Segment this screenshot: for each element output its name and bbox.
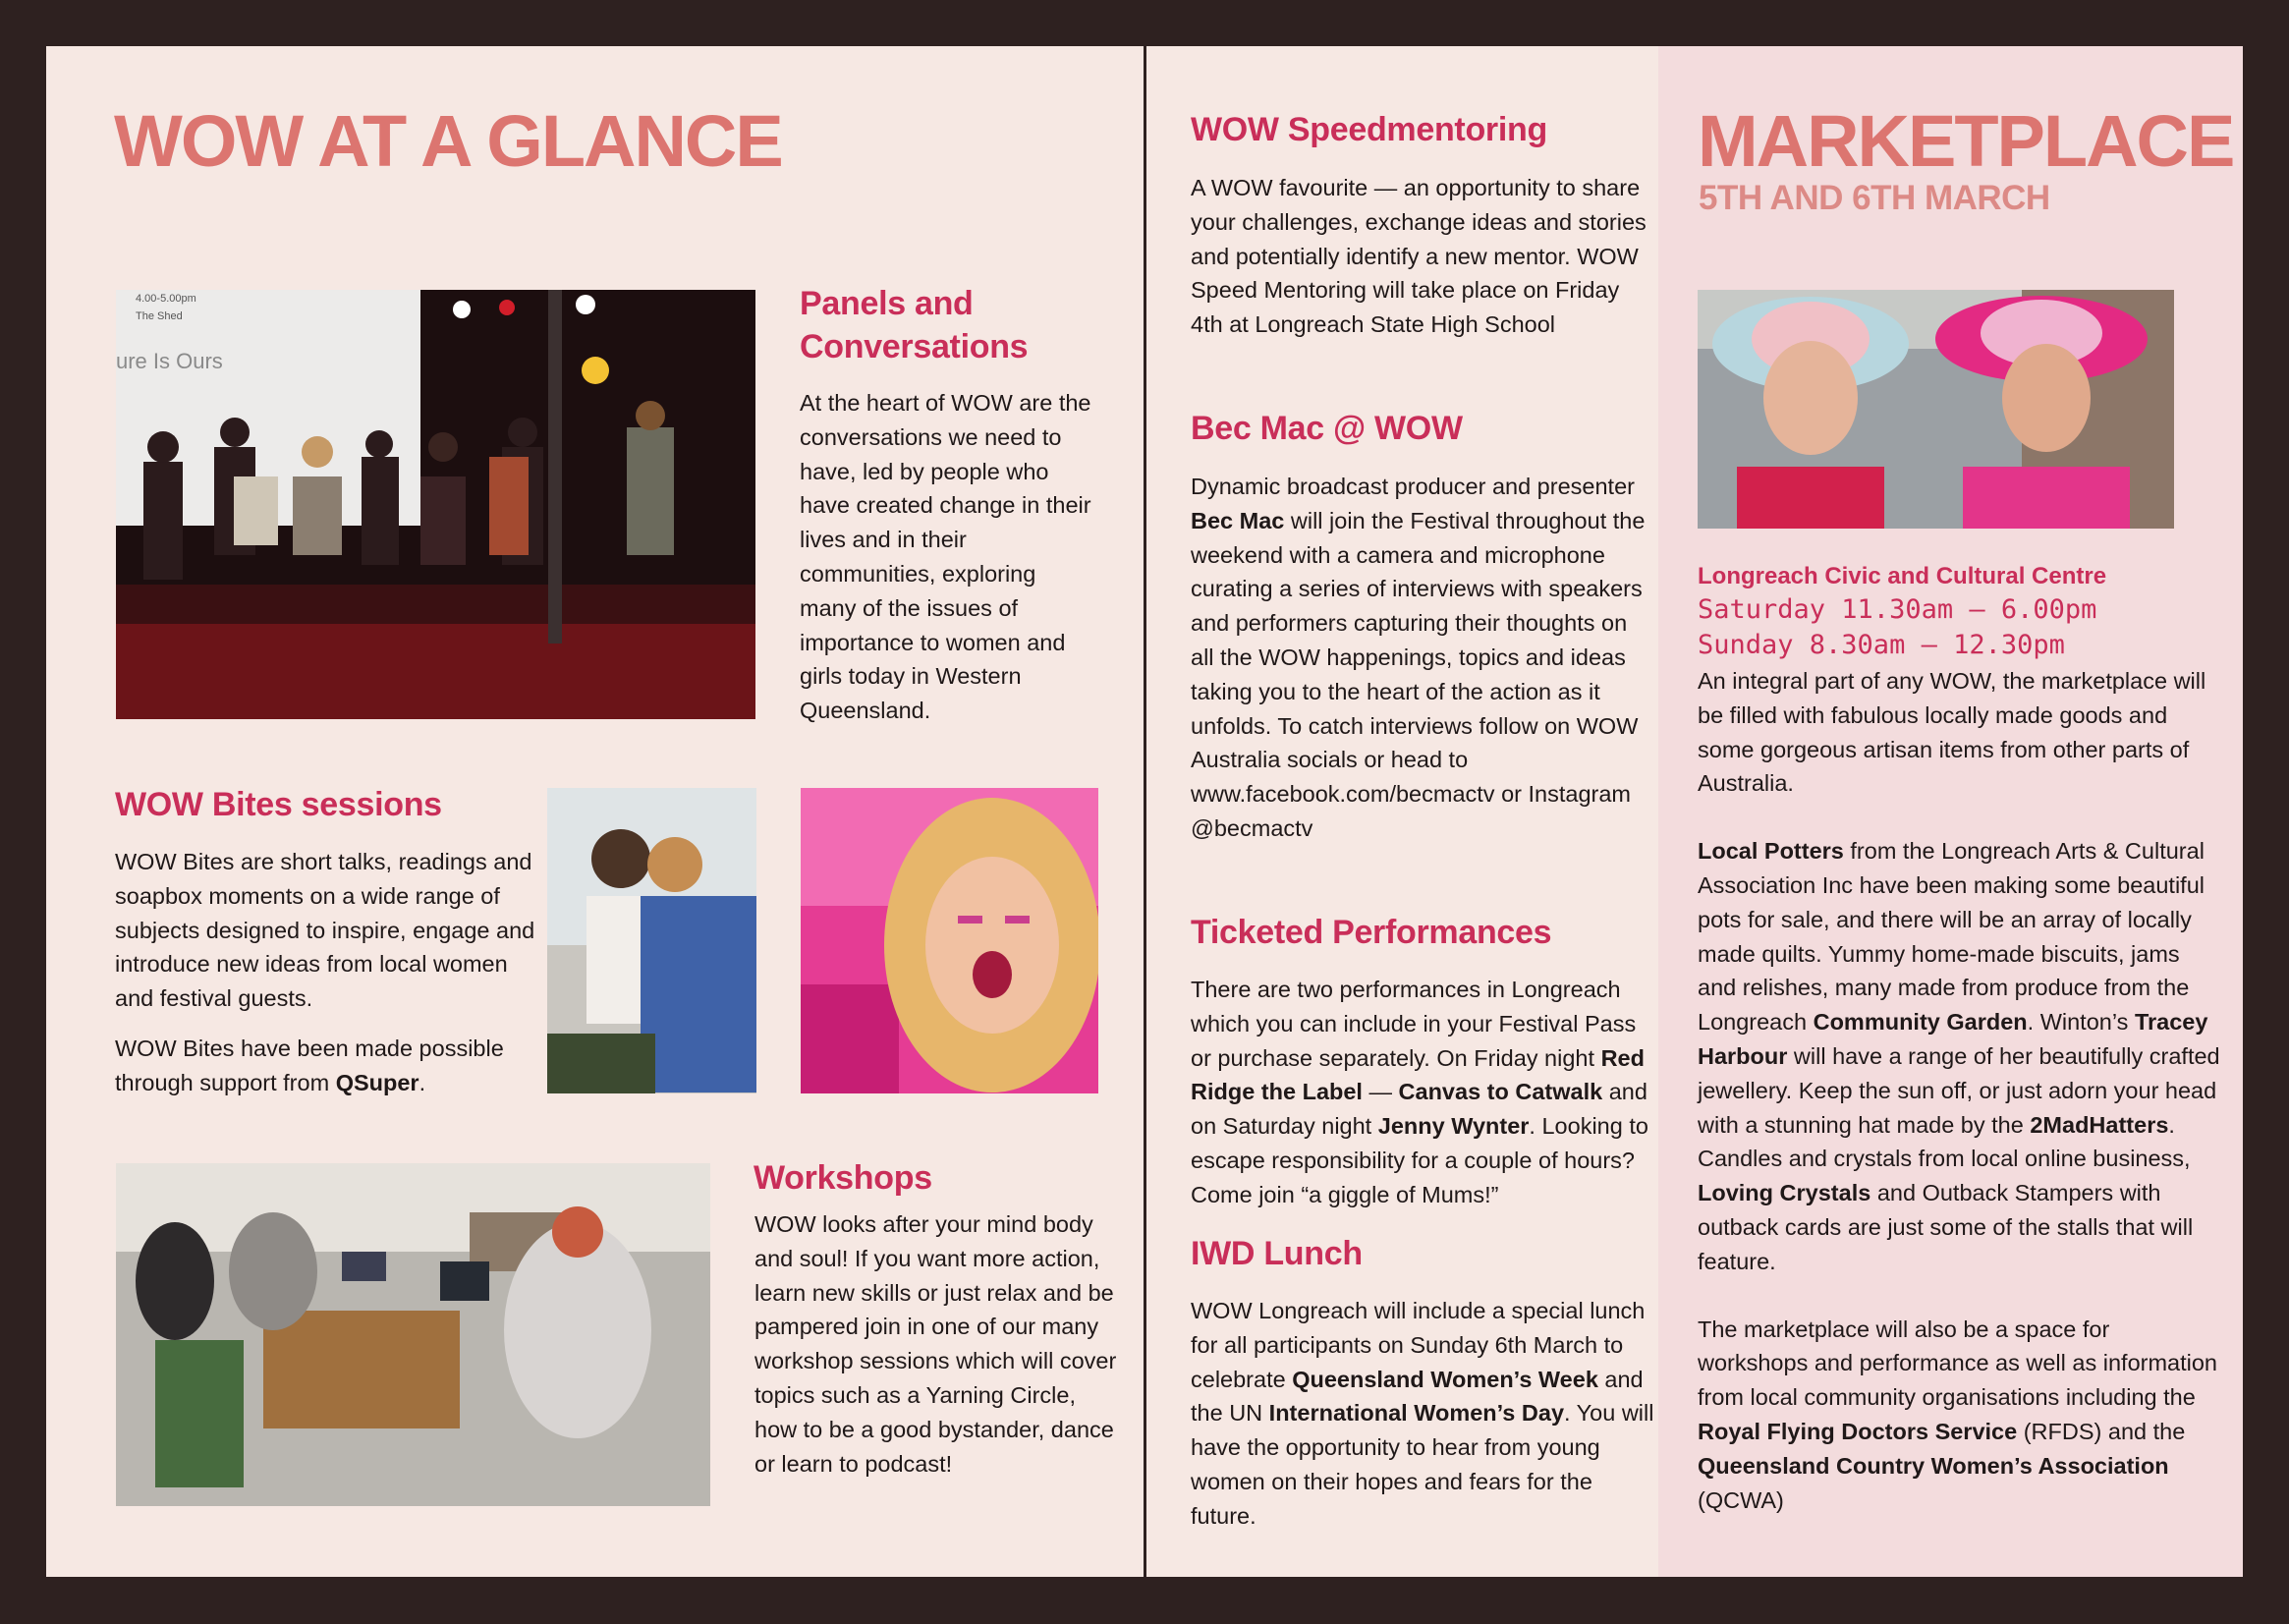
iwd-body: WOW Longreach will include a special lunch for all participants on Sunday 6th March to celebrate Queensland Women’s Week and the UN International Women’s Day. You will have the opportunity to hear from young women on their hopes and fears for the future. bbox=[1191, 1298, 1654, 1529]
bites-heading: WOW Bites sessions bbox=[115, 786, 442, 823]
marketplace-body: An integral part of any WOW, the marketplace will be filled with fabulous locally made goods and some gorgeous artisan items from other parts of Australia. Local Potters from the Longreach Arts & Cultural Association Inc have been making some beautiful pots for sale, and there will be an array of locally made quilts. Yummy home-made biscuits, jams and relishes, many made from produce from the Longreach Community Garden. Winton’s Tracey Harbour will have a range of her beautifully crafted jewellery. Keep the sun off, or just adorn your head with a stunning hat made by the 2MadHatters. Candles and crystals from local online business, Loving Crystals and Outback Stampers with outback cards are just some of the stalls that will feature. The marketplace will also be a space for workshops and performance as well as information from local community organisations including the Royal Flying Doctors Service (RFDS) and the Queensland Country Women’s Association (QCWA) bbox=[1698, 668, 2220, 1513]
workshop-photo bbox=[116, 1163, 710, 1506]
speedmentoring-heading: WOW Speedmentoring bbox=[1191, 111, 1547, 148]
bites-craft-photo bbox=[547, 788, 756, 1093]
workshops-body: WOW looks after your mind body and soul! If you want more action, learn new skills or just relax and be pampered join in one of our many workshop sessions which will cover topics such as a Yarning Circle, how to be a good bystander, dance or learn to podcast! bbox=[754, 1211, 1117, 1477]
slide-time: 4.00-5.00pm bbox=[136, 293, 196, 305]
panel-stage-photo bbox=[116, 290, 755, 719]
marketplace-subtitle: 5TH AND 6TH MARCH bbox=[1699, 179, 2050, 217]
ticketed-heading: Ticketed Performances bbox=[1191, 914, 1552, 951]
marketplace-venue: Longreach Civic and Cultural Centre bbox=[1698, 563, 2107, 589]
ticketed-body: There are two performances in Longreach which you can include in your Festival Pass or purchase separately. On Friday night Red Ridge the Label — Canvas to Catwalk and on Saturday night Jenny Wynter. Looking to escape responsibility for a couple of hours? Come join “a giggle of Mums!” bbox=[1191, 977, 1648, 1207]
slide-venue: The Shed bbox=[136, 310, 183, 322]
workshops-heading: Workshops bbox=[754, 1159, 932, 1197]
becmac-body: Dynamic broadcast producer and presenter Bec Mac will join the Festival throughout the weekend with a camera and microphone curating a series of interviews with speakers and performers capturing their thoughts on all the WOW happenings, topics and ideas taking you to the heart of the action as it unfolds. To catch interviews follow on WOW Australia socials or head to www.facebook.com/becmactv or Instagram @becmactv bbox=[1191, 474, 1646, 841]
marketplace-time-saturday: Saturday 11.30am – 6.00pm bbox=[1698, 594, 2097, 625]
panels-heading: Panels and Conversations bbox=[800, 285, 1029, 365]
panels-body: At the heart of WOW are the conversations we need to have, led by people who have created change in their lives and in their communities, exploring many of the issues of importance to women and girls today in Western Queensland. bbox=[800, 390, 1091, 724]
iwd-heading: IWD Lunch bbox=[1191, 1235, 1363, 1272]
page-title: WOW AT A GLANCE bbox=[114, 100, 782, 182]
page-spine bbox=[1144, 0, 1146, 1624]
becmac-heading: Bec Mac @ WOW bbox=[1191, 410, 1463, 447]
speedmentoring-body: A WOW favourite — an opportunity to share your challenges, exchange ideas and stories and potentially identify a new mentor. WOW Speed Mentoring will take place on Friday 4th at Longreach State High School bbox=[1191, 175, 1647, 338]
bites-portrait-photo bbox=[801, 788, 1098, 1093]
slide-text: ure Is Ours bbox=[116, 349, 223, 373]
marketplace-title: MARKETPLACE bbox=[1698, 100, 2234, 182]
bites-body: WOW Bites are short talks, readings and soapbox moments on a wide range of subjects designed to inspire, engage and introduce new ideas from local women and festival guests. WOW Bites have been made possible through support from QSuper. bbox=[115, 849, 535, 1095]
marketplace-hats-photo bbox=[1698, 290, 2174, 529]
marketplace-time-sunday: Sunday 8.30am – 12.30pm bbox=[1698, 630, 2065, 660]
